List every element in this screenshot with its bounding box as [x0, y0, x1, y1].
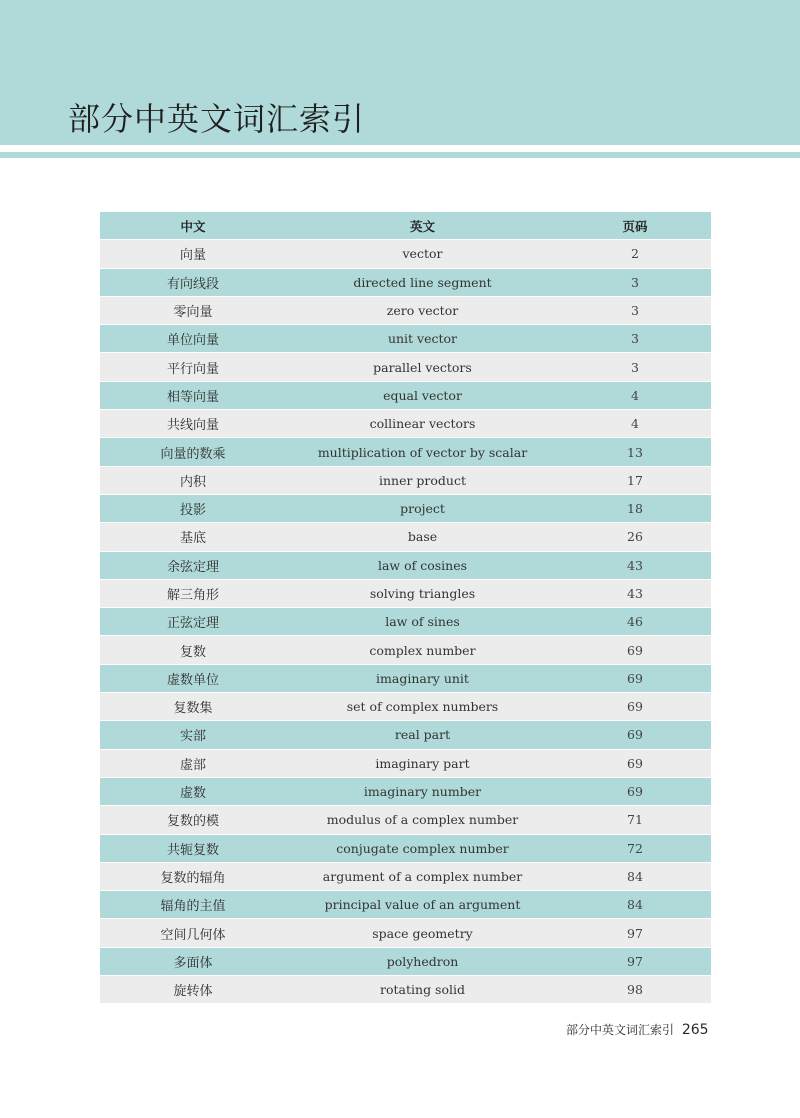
table-row [100, 608, 711, 636]
cell-chinese-term: 有向线段 [100, 268, 286, 296]
table-row [100, 438, 711, 466]
cell-page-number: 69 [559, 693, 711, 721]
cell-chinese-term: 正弦定理 [100, 608, 286, 636]
table-row [100, 721, 711, 749]
cell-english-term: complex number [286, 636, 559, 664]
cell-english-term: imaginary number [286, 777, 559, 805]
cell-english-term: zero vector [286, 296, 559, 324]
table-row [100, 268, 711, 296]
page-footer [566, 1021, 709, 1038]
cell-chinese-term: 虚部 [100, 749, 286, 777]
cell-chinese-term: 复数的模 [100, 806, 286, 834]
column-header-page: 页码 [559, 212, 711, 240]
cell-english-term: polyhedron [286, 947, 559, 975]
page-number: 265 [681, 1022, 709, 1038]
cell-english-term: project [286, 494, 559, 522]
header-underline [0, 152, 800, 158]
table-row [100, 551, 711, 579]
cell-page-number: 69 [559, 777, 711, 805]
footer-section-label: 部分中英文词汇索引 [566, 1023, 675, 1037]
cell-page-number: 84 [559, 862, 711, 890]
table-row [100, 381, 711, 409]
cell-page-number: 71 [559, 806, 711, 834]
cell-page-number: 3 [559, 353, 711, 381]
table-header-row [100, 212, 711, 240]
table-row [100, 891, 711, 919]
cell-page-number: 13 [559, 438, 711, 466]
cell-chinese-term: 余弦定理 [100, 551, 286, 579]
cell-page-number: 72 [559, 834, 711, 862]
table-row [100, 976, 711, 1004]
cell-page-number: 43 [559, 551, 711, 579]
table-row [100, 410, 711, 438]
cell-page-number: 26 [559, 523, 711, 551]
cell-english-term: imaginary part [286, 749, 559, 777]
cell-english-term: unit vector [286, 325, 559, 353]
table-body [100, 240, 711, 1004]
cell-chinese-term: 基底 [100, 523, 286, 551]
cell-english-term: directed line segment [286, 268, 559, 296]
cell-chinese-term: 多面体 [100, 947, 286, 975]
table-row [100, 777, 711, 805]
cell-english-term: vector [286, 240, 559, 268]
cell-chinese-term: 投影 [100, 494, 286, 522]
cell-page-number: 69 [559, 636, 711, 664]
cell-page-number: 18 [559, 494, 711, 522]
cell-english-term: equal vector [286, 381, 559, 409]
page-title: 部分中英文词汇索引 [68, 100, 366, 138]
table-row [100, 664, 711, 692]
cell-english-term: real part [286, 721, 559, 749]
table-row [100, 523, 711, 551]
table-row [100, 749, 711, 777]
cell-chinese-term: 共线向量 [100, 410, 286, 438]
cell-english-term: law of cosines [286, 551, 559, 579]
cell-page-number: 69 [559, 721, 711, 749]
cell-english-term: space geometry [286, 919, 559, 947]
cell-page-number: 17 [559, 466, 711, 494]
cell-english-term: law of sines [286, 608, 559, 636]
cell-chinese-term: 共轭复数 [100, 834, 286, 862]
column-header-english: 英文 [286, 212, 559, 240]
cell-chinese-term: 虚数 [100, 777, 286, 805]
cell-english-term: multiplication of vector by scalar [286, 438, 559, 466]
cell-english-term: inner product [286, 466, 559, 494]
cell-chinese-term: 虚数单位 [100, 664, 286, 692]
cell-chinese-term: 向量 [100, 240, 286, 268]
cell-english-term: parallel vectors [286, 353, 559, 381]
cell-chinese-term: 辐角的主值 [100, 891, 286, 919]
table-row [100, 325, 711, 353]
cell-english-term: set of complex numbers [286, 693, 559, 721]
cell-chinese-term: 零向量 [100, 296, 286, 324]
cell-chinese-term: 实部 [100, 721, 286, 749]
cell-chinese-term: 解三角形 [100, 579, 286, 607]
cell-page-number: 43 [559, 579, 711, 607]
cell-page-number: 3 [559, 296, 711, 324]
cell-chinese-term: 复数的辐角 [100, 862, 286, 890]
cell-english-term: solving triangles [286, 579, 559, 607]
table-row [100, 636, 711, 664]
cell-page-number: 84 [559, 891, 711, 919]
table-row [100, 579, 711, 607]
table-row [100, 947, 711, 975]
cell-english-term: imaginary unit [286, 664, 559, 692]
cell-page-number: 3 [559, 268, 711, 296]
cell-page-number: 2 [559, 240, 711, 268]
cell-english-term: rotating solid [286, 976, 559, 1004]
table-row [100, 353, 711, 381]
cell-english-term: argument of a complex number [286, 862, 559, 890]
column-header-chinese: 中文 [100, 212, 286, 240]
table-row [100, 806, 711, 834]
cell-chinese-term: 复数集 [100, 693, 286, 721]
cell-page-number: 98 [559, 976, 711, 1004]
cell-chinese-term: 内积 [100, 466, 286, 494]
cell-chinese-term: 空间几何体 [100, 919, 286, 947]
cell-chinese-term: 旋转体 [100, 976, 286, 1004]
cell-english-term: modulus of a complex number [286, 806, 559, 834]
cell-english-term: collinear vectors [286, 410, 559, 438]
cell-chinese-term: 单位向量 [100, 325, 286, 353]
cell-page-number: 46 [559, 608, 711, 636]
table-row [100, 693, 711, 721]
cell-page-number: 69 [559, 664, 711, 692]
table-row [100, 494, 711, 522]
cell-page-number: 4 [559, 410, 711, 438]
cell-page-number: 97 [559, 947, 711, 975]
cell-chinese-term: 向量的数乘 [100, 438, 286, 466]
cell-page-number: 69 [559, 749, 711, 777]
cell-page-number: 97 [559, 919, 711, 947]
vocabulary-index-table [100, 212, 711, 1004]
cell-chinese-term: 相等向量 [100, 381, 286, 409]
cell-english-term: base [286, 523, 559, 551]
cell-page-number: 3 [559, 325, 711, 353]
table-row [100, 862, 711, 890]
table-row [100, 919, 711, 947]
cell-english-term: conjugate complex number [286, 834, 559, 862]
cell-chinese-term: 平行向量 [100, 353, 286, 381]
table-row [100, 834, 711, 862]
table-row [100, 240, 711, 268]
table-row [100, 296, 711, 324]
cell-english-term: principal value of an argument [286, 891, 559, 919]
cell-page-number: 4 [559, 381, 711, 409]
cell-chinese-term: 复数 [100, 636, 286, 664]
table-row [100, 466, 711, 494]
